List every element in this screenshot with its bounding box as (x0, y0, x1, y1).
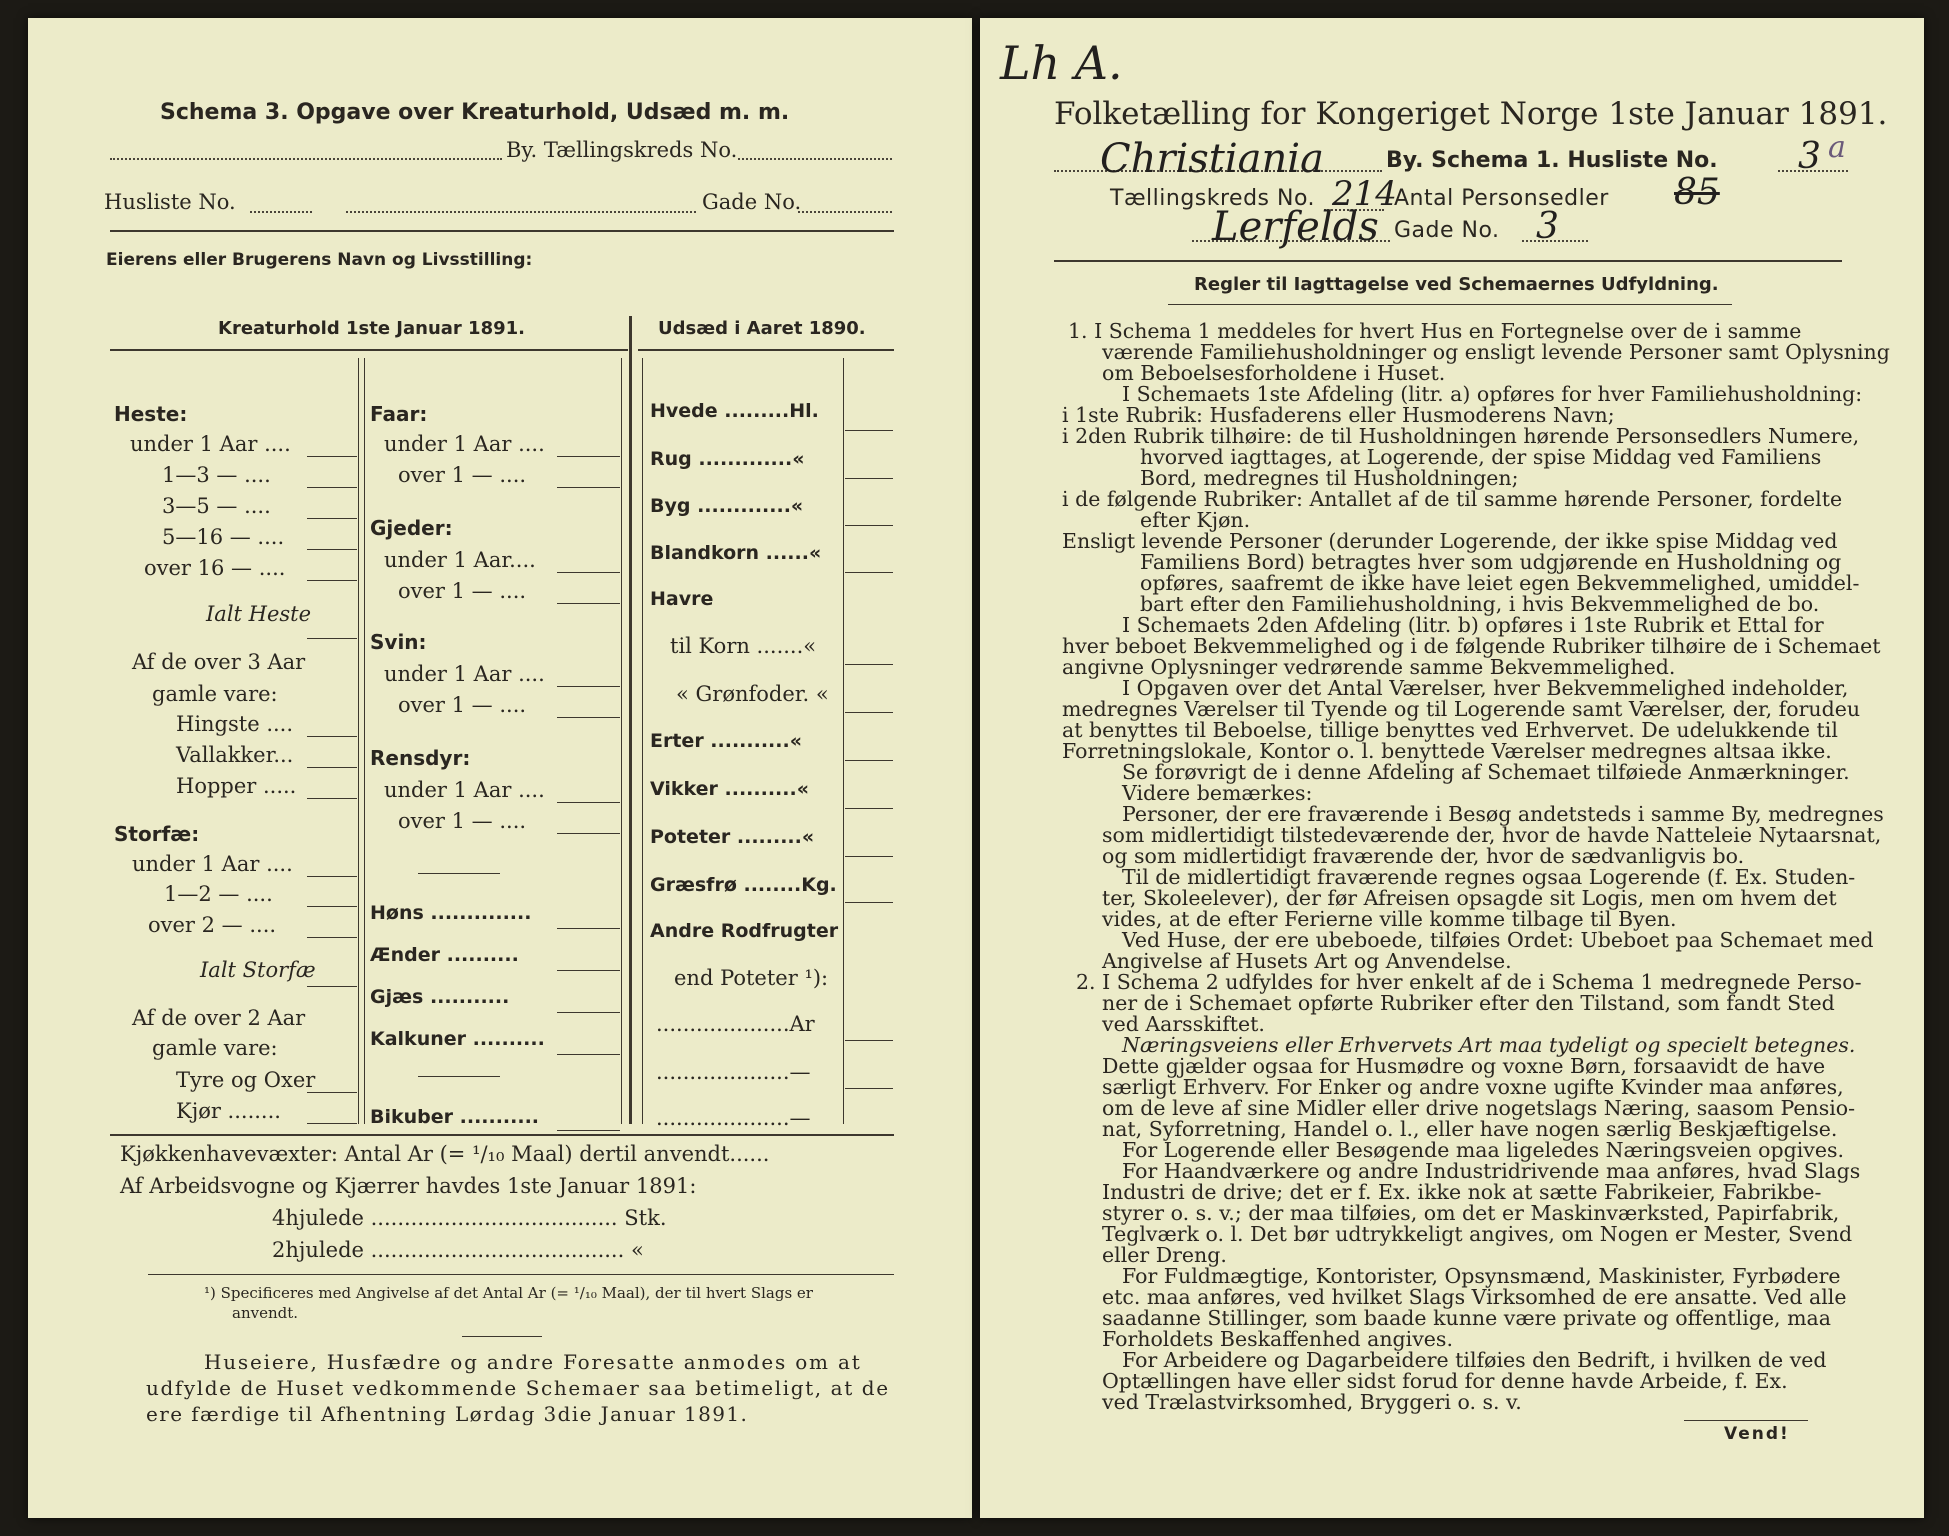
rule-line: For Arbeidere og Dagarbeidere tilføies den Bedrift, i hvilken de ved (1122, 1348, 1827, 1372)
heste-row: 5—16 — .... (162, 525, 285, 549)
svin-label: Svin: (370, 630, 427, 654)
entry-line (845, 525, 893, 526)
heste-row: Vallakker... (176, 743, 294, 767)
rule-line: hvorved iagttages, at Logerende, der spise Middag ved Familiens (1140, 445, 1822, 469)
separator (418, 1076, 500, 1077)
table-bottom-rule (110, 1134, 894, 1136)
rensdyr-row: over 1 — .... (398, 809, 527, 833)
rule-line: særligt Erhverv. For Enker og andre voxne ugifte Kvinder maa anføres, (1102, 1075, 1844, 1099)
rule-line: I Schemaets 2den Afdeling (litr. b) opføres i 1ste Rubrik et Ettal for (1122, 613, 1824, 637)
rule-line: Dette gjælder ogsaa for Husmødre og voxne Børn, forsaavidt de have (1102, 1054, 1826, 1078)
entry-line (307, 937, 357, 938)
faar-label: Faar: (370, 402, 428, 426)
rule-line: Forretningslokale, Kontor o. l. benyttede Værelser medregnes altsaa ikke. (1062, 739, 1832, 763)
heste-label: Heste: (114, 402, 188, 426)
rule-line: i 2den Rubrik tilhøire: de til Husholdningen hørende Personsedlers Numere, (1062, 424, 1860, 448)
rule-line: Optællingen have eller sidst forud for denne havde Arbeide, f. Ex. (1102, 1369, 1788, 1393)
main-divider (629, 316, 632, 1124)
owner-label: Eierens eller Brugerens Navn og Livsstilling: (106, 250, 533, 270)
storfae-row: under 1 Aar .... (132, 852, 293, 876)
rule-line: Ved Huse, der ere ubeboede, tilføies Ordet: Ubeboet paa Schemaet med (1122, 928, 1874, 952)
rensdyr-row: under 1 Aar .... (384, 778, 545, 802)
rules-heading: Regler til Iagttagelse ved Schemaernes Udfyldning. (1194, 274, 1719, 295)
rule-line: Næringsveiens eller Erhvervets Art maa tydeligt og specielt betegnes. (1122, 1033, 1856, 1057)
gjeder-row: under 1 Aar.... (384, 548, 536, 572)
entry-line (557, 833, 620, 834)
kjokkenhave-line: Kjøkkenhavevæxter: Antal Ar (= ¹/₁₀ Maal) dertil anvendt...... (120, 1142, 770, 1166)
husliste-no: 3 (1798, 136, 1821, 177)
by-blank (110, 158, 502, 160)
rule-line: For Logerende eller Besøgende maa ligeledes Næringsveien opgives. (1122, 1138, 1845, 1162)
heste-row: 3—5 — .... (162, 494, 271, 518)
entry-line (557, 717, 620, 718)
rule-line: etc. maa anføres, ved hvilket Slags Virksomhed de ere ansatte. Ved alle (1102, 1285, 1847, 1309)
rule-line: ved Aarsskiftet. (1102, 1012, 1265, 1036)
ialt-storfae-label: Ialt Storfæ (200, 958, 316, 982)
husliste-suffix: a (1828, 130, 1846, 165)
rule-line: medregnes Værelser til Tyende og til Logerende samt Værelser, der, forudeu (1062, 697, 1861, 721)
entry-line (845, 1040, 893, 1041)
husliste-blank (250, 211, 312, 213)
entry-line (845, 1088, 893, 1089)
rule-line: Industri de drive; det er f. Ex. ikke nok at sætte Fabrikeier, Fabrikbe- (1102, 1180, 1822, 1204)
poteter-row: Poteter .........« (650, 826, 815, 848)
rule-line: Teglværk o. l. Det bør udtrykkeligt angives, om Nogen er Mester, Svend (1102, 1222, 1853, 1246)
rule-line: ved Trælastvirksomhed, Bryggeri o. s. v. (1102, 1390, 1522, 1414)
rule-line: Ensligt levende Personer (derunder Logerende, der ikke spise Middag ved (1062, 529, 1838, 553)
arbeidsvogne-line: Af Arbeidsvogne og Kjærrer havdes 1ste Januar 1891: (120, 1174, 697, 1198)
end-poteter-label: end Poteter ¹): (674, 966, 829, 990)
byg-row: Byg .............« (650, 495, 804, 517)
havre-gronfoder-row: « Grønfoder. « (676, 682, 829, 706)
rule-line: hver beboet Bekvemmelighed og i de følgende Rubriker tilhøire de i Schemaet (1062, 634, 1881, 658)
header-rule (110, 230, 894, 232)
havre-label: Havre (650, 588, 714, 610)
rule-line: For Haandværkere og andre Industridrivende maa anføres, hvad Slags (1122, 1159, 1861, 1183)
faar-row: over 1 — .... (398, 463, 527, 487)
rule-line: 2. I Schema 2 udfyldes for hver enkelt af de i Schema 1 medregnede Perso- (1076, 970, 1862, 994)
rule-line: Bord, medregnes til Husholdningen; (1140, 466, 1519, 490)
andre-rodfrugter-label: Andre Rodfrugter (650, 920, 839, 942)
rule-line: efter Kjøn. (1140, 508, 1251, 532)
closing-text: Huseiere, Husfædre og andre Foresatte anmodes om at (204, 1350, 862, 1374)
entry-line (307, 736, 357, 737)
heste-row: 1—3 — .... (162, 463, 271, 487)
rule-line: opføres, saafremt de ikke have leiet egen Bekvemmelighed, umiddel- (1140, 571, 1860, 595)
rule-line: nat, Syforretning, Handel o. l., eller have nogen særlig Beskjæftigelse. (1102, 1117, 1838, 1141)
rule-line: vides, at de efter Ferierne ville komme tilbage til Byen. (1102, 907, 1677, 931)
entry-line (307, 638, 357, 639)
heste-row: over 16 — .... (144, 556, 286, 580)
heste-row: Hopper ..... (176, 774, 297, 798)
graesfro-row: Græsfrø ........Kg. (650, 874, 837, 896)
storfae-row: over 2 — .... (148, 913, 277, 937)
faar-row: under 1 Aar .... (384, 432, 545, 456)
gade-name-blank (346, 211, 696, 213)
kalkuner-label: Kalkuner .......... (370, 1028, 545, 1050)
separator (418, 873, 500, 874)
heste-row: Hingste .... (176, 712, 294, 736)
rule-line: Videre bemærkes: (1122, 781, 1313, 805)
entry-line (307, 1123, 357, 1124)
gjaes-label: Gjæs ........... (370, 986, 510, 1008)
footnote-text: ¹) Specificeres med Angivelse af det Antal Ar (= ¹/₁₀ Maal), der til hvert Slags er (204, 1284, 813, 1302)
archive-stamp: Lh A. (1000, 36, 1123, 90)
rensdyr-label: Rensdyr: (370, 746, 471, 770)
rule-line: Til de midlertidigt fraværende regnes ogsaa Logerende (f. Ex. Studen- (1122, 865, 1856, 889)
hjul2-line: 2hjulede ...................................... « (272, 1238, 644, 1262)
rule-line: Familiens Bord) betragtes hver som udgjørende en Husholdning og (1140, 550, 1842, 574)
husliste-label: Husliste No. (104, 190, 236, 214)
entry-line (557, 928, 620, 929)
by-schema-label: By. Schema 1. Husliste No. (1386, 148, 1718, 173)
entry-line (845, 478, 893, 479)
closing-text: udfylde de Huset vedkommende Schemaer saa betimeligt, at de (146, 1376, 890, 1400)
rule-line: angivne Oplysninger vedrørende samme Bekvemmelighed. (1062, 655, 1676, 679)
rug-row: Rug .............« (650, 448, 805, 470)
col3-right-rule (843, 358, 844, 1124)
entry-line (557, 456, 620, 457)
rule-line: I Opgaven over det Antal Værelser, hver Bekvemmelighed indeholder, (1122, 676, 1849, 700)
bikuber-label: Bikuber ........... (370, 1106, 540, 1128)
entry-line (307, 487, 357, 488)
rule-line: i 1ste Rubrik: Husfaderens eller Husmoderens Navn; (1062, 403, 1615, 427)
rule-line: I Schemaets 1ste Afdeling (litr. a) opføres for hver Familiehusholdning: (1122, 382, 1863, 406)
svin-row: over 1 — .... (398, 693, 527, 717)
closing-rule (462, 1336, 542, 1337)
entry-line (845, 902, 893, 903)
rule-line: Forholdets Beskaffenhed angives. (1102, 1327, 1453, 1351)
entry-line (557, 686, 620, 687)
entry-line (307, 456, 357, 457)
rule-line: om Beboelsesforholdene i Huset. (1102, 361, 1446, 385)
entry-line (845, 760, 893, 761)
kreds-no: 214 (1332, 174, 1397, 214)
af-de-over-label: Af de over 3 Aar (132, 650, 306, 674)
gamle-vare-label: gamle vare: (152, 1036, 278, 1060)
havre-korn-row: til Korn .......« (670, 634, 817, 658)
rule-line: ner de i Schemaet opførte Rubriker efter den Tilstand, som fandt Sted (1102, 991, 1835, 1015)
rule-line: og som midlertidigt fraværende der, hvor de sædvanligvis bo. (1102, 844, 1745, 868)
entry-line (845, 856, 893, 857)
kreatur-header-rule (110, 349, 628, 351)
rule-line: Personer, der ere fraværende i Besøg andetsteds i samme By, medregnes (1122, 802, 1884, 826)
entry-line (557, 1012, 620, 1013)
right-title: Folketælling for Kongeriget Norge 1ste Januar 1891. (1054, 96, 1888, 132)
rule-line: styrer o. s. v.; der maa tilføies, om det er Maskinværksted, Papirfabrik, (1102, 1201, 1840, 1225)
rule-line: som midlertidigt tilstedeværende der, hvor de havde Natteleie Nytaarsnat, (1102, 823, 1882, 847)
gjeder-label: Gjeder: (370, 516, 453, 540)
entry-line (307, 580, 357, 581)
by-handwritten: Christiania (1100, 136, 1324, 182)
entry-line (845, 808, 893, 809)
entry-line (307, 549, 357, 550)
rule-line: saadanne Stillinger, som baade kunne være private og offentlige, maa (1102, 1306, 1831, 1330)
gade-label: Gade No. (702, 190, 802, 214)
rules-heading-rule (1168, 304, 1732, 305)
entry-line (557, 970, 620, 971)
personsedler-label: Antal Personsedler (1394, 186, 1609, 211)
entry-line (557, 1130, 620, 1131)
hjul4-line: 4hjulede ..................................... Stk. (272, 1206, 667, 1230)
entry-line (557, 572, 620, 573)
hvede-row: Hvede .........Hl. (650, 400, 819, 422)
entry-line (307, 876, 357, 877)
entry-line (307, 906, 357, 907)
rule-line: eller Dreng. (1102, 1243, 1227, 1267)
entry-line (845, 664, 893, 665)
entry-line (307, 1092, 357, 1093)
personsedler-no: 85 (1674, 172, 1720, 213)
storfae-label: Storfæ: (114, 822, 200, 846)
col2-right-rule (621, 358, 622, 1124)
kreatur-header: Kreaturhold 1ste Januar 1891. (218, 318, 525, 339)
rodfrugt-row: ....................Ar (656, 1012, 815, 1036)
kreds-label: Tællingskreds No. (1110, 186, 1316, 211)
closing-text: ere færdige til Afhentning Lørdag 3die Januar 1891. (146, 1402, 749, 1426)
gade-label: Gade No. (1394, 218, 1500, 243)
ialt-heste-label: Ialt Heste (206, 602, 312, 626)
footnote-text: anvendt. (232, 1304, 299, 1322)
storfae-row: Tyre og Oxer (176, 1068, 316, 1092)
rule-line: ter, Skoleelever), der før Afreisen opsagde sit Logis, men om hvem det (1102, 886, 1837, 910)
rule-line: Angivelse af Husets Art og Anvendelse. (1102, 949, 1512, 973)
entry-line (307, 798, 357, 799)
kreds-blank (738, 158, 892, 160)
rodfrugt-row: ....................— (656, 1060, 811, 1084)
aender-label: Ænder .......... (370, 944, 519, 966)
entry-line (557, 802, 620, 803)
rule-line: værende Familiehusholdninger og ensligt levende Personer samt Oplysning (1102, 340, 1890, 364)
rule-line: om de leve af sine Midler eller drive nogetslags Næring, saasom Pensio- (1102, 1096, 1856, 1120)
gjeder-row: over 1 — .... (398, 579, 527, 603)
rule-line: at benyttes til Beboelse, tillige benyttes ved Erhvervet. De udelukkende til (1062, 718, 1838, 742)
entry-line (557, 1054, 620, 1055)
gade-blank (798, 211, 892, 213)
rule-line: 1. I Schema 1 meddeles for hvert Hus en Fortegnelse over de i samme (1068, 319, 1802, 343)
gamle-vare-label: gamle vare: (152, 682, 278, 706)
svin-row: under 1 Aar .... (384, 662, 545, 686)
col2-left-rule (364, 358, 365, 1124)
vend-label: Vend! (1724, 1424, 1790, 1444)
left-page-schema-3 (28, 18, 972, 1518)
entry-line (307, 767, 357, 768)
col1-rule (358, 358, 359, 1124)
vikker-row: Vikker ..........« (650, 778, 809, 800)
rule-line: i de følgende Rubriker: Antallet af de til samme hørende Personer, fordelte (1062, 487, 1843, 511)
header-rule (1054, 260, 1842, 262)
rodfrugt-row: ....................— (656, 1106, 811, 1130)
rule-line: For Fuldmægtige, Kontorister, Opsynsmænd, Maskinister, Fyrbødere (1122, 1264, 1841, 1288)
udsaed-header-rule (638, 349, 894, 351)
entry-line (307, 518, 357, 519)
rule-line: Se forøvrigt de i denne Afdeling af Schemaet tilføiede Anmærkninger. (1122, 760, 1850, 784)
col3-left-rule (642, 358, 643, 1124)
right-page-schema-1 (980, 18, 1924, 1518)
vend-rule (1684, 1420, 1808, 1421)
hons-label: Høns .............. (370, 902, 532, 924)
af-de-over-label: Af de over 2 Aar (132, 1006, 306, 1030)
footnote-rule (148, 1274, 894, 1275)
heste-row: under 1 Aar .... (130, 432, 291, 456)
entry-line (307, 986, 357, 987)
storfae-row: Kjør ........ (176, 1099, 281, 1123)
by-label: By. Tællingskreds No. (506, 138, 738, 162)
left-title: Schema 3. Opgave over Kreaturhold, Udsæd m. m. (160, 100, 790, 125)
entry-line (845, 712, 893, 713)
blandkorn-row: Blandkorn ......« (650, 542, 822, 564)
gade-no: 3 (1536, 206, 1559, 247)
storfae-row: 1—2 — .... (164, 882, 273, 906)
entry-line (845, 430, 893, 431)
entry-line (557, 603, 620, 604)
entry-line (845, 572, 893, 573)
gade-handwritten: Lerfelds (1212, 204, 1379, 250)
rule-line: bart efter den Familiehusholdning, i hvis Bekvemmelighed de bo. (1140, 592, 1820, 616)
entry-line (557, 487, 620, 488)
erter-row: Erter ...........« (650, 730, 802, 752)
udsaed-header: Udsæd i Aaret 1890. (658, 318, 866, 339)
